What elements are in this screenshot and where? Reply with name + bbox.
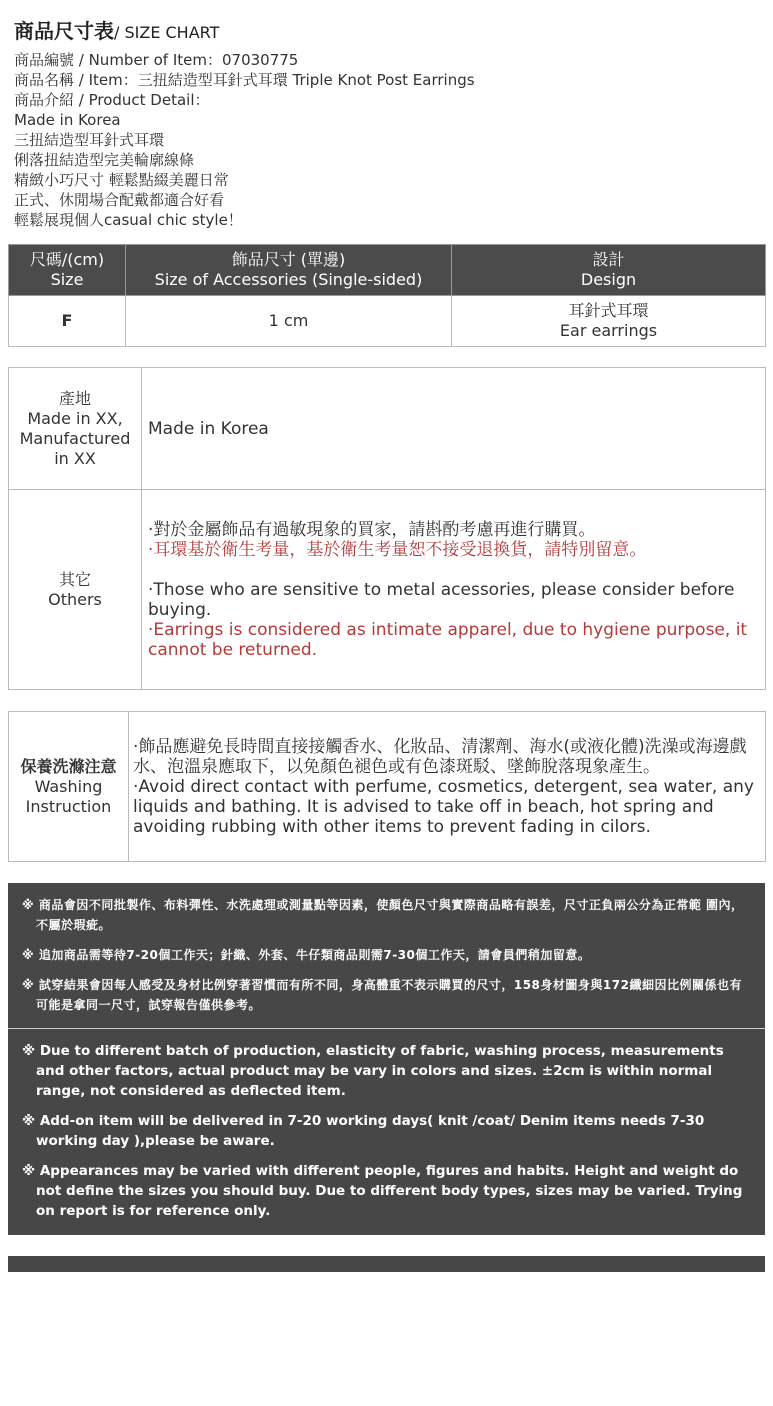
care-value — [129, 712, 766, 862]
notice-en-box — [8, 1029, 765, 1235]
header-size-en: Size — [50, 270, 84, 289]
header-accessory-size — [126, 245, 452, 296]
origin-label — [9, 368, 142, 490]
title-zh: 商品尺寸表 — [14, 19, 114, 43]
header-size-zh: 尺碼/(cm) — [29, 250, 105, 269]
cell-dimension: 1 cm — [126, 296, 452, 347]
others-value — [142, 490, 766, 690]
notice-item: ※ Add-on item will be delivered in 7-20 working days( knit /coat/ Denim items needs 7-30 working day ),please be aware. — [22, 1113, 705, 1149]
care-row — [9, 712, 766, 862]
table-row — [9, 296, 766, 347]
care-label-en: Washing Instruction — [25, 776, 112, 816]
others-label-en: Others — [48, 589, 102, 609]
care-table — [8, 711, 766, 862]
notice-item: ※ Appearances may be varied with different people, figures and habits. Height and weight do not define the sizes you should buy. Due to different body types, sizes may be varied. Trying on report is for reference only. — [22, 1163, 743, 1219]
notice-item: ※ 追加商品需等待7-20個工作天；針織、外套、牛仔類商品則需7-30個工作天，請會員們稍加留意。 — [22, 948, 591, 962]
others-label — [9, 490, 142, 690]
origin-value: Made in Korea — [142, 368, 766, 490]
notice-item: ※ 商品會因不同批製作、布料彈性、水洗處理或測量點等因素，使顏色尺寸與實際商品略有誤差，尺寸正負兩公分為正常範 圍內，不屬於瑕疵。 — [22, 898, 744, 932]
cell-size: F — [9, 296, 126, 347]
origin-label-zh: 產地 — [58, 388, 91, 408]
detail-line: 輕鬆展現個人casual chic style！ — [14, 211, 243, 229]
others-warning-zh: ·耳環基於衛生考量，基於衛生考量恕不接受退換貨，請特別留意。 — [148, 539, 647, 560]
detail-line: 正式、休閒場合配戴都適合好看 — [14, 191, 225, 209]
header-accessory-size-en: Size of Accessories (Single-sided) — [154, 270, 423, 289]
header-design — [452, 245, 766, 296]
title-en: / SIZE CHART — [114, 23, 220, 42]
bottom-bar — [8, 1256, 765, 1272]
others-note-en: ·Those who are sensitive to metal acessories, please consider before buying. — [148, 579, 735, 620]
size-table — [8, 244, 766, 347]
care-text-en: ·Avoid direct contact with perfume, cosmetics, detergent, sea water, any liquids and bathing. It is advised to take off in beach, hot spring and avoiding rubbing with other items to prevent fading in cilors. — [133, 776, 754, 837]
others-note-zh: ·對於金屬飾品有過敏現象的買家，請斟酌考慮再進行購買。 — [148, 519, 596, 540]
product-header — [14, 20, 764, 230]
others-label-zh: 其它 — [58, 569, 91, 589]
notice-item: ※ Due to different batch of production, elasticity of fabric, washing process, measurements and other factors, actual product may be vary in colors and sizes. ±2cm is within normal range, not considered as deflected item. — [22, 1043, 724, 1099]
detail-line: Made in Korea — [14, 111, 121, 129]
others-row — [9, 490, 766, 690]
care-text-zh: ·飾品應避免長時間直接接觸香水、化妝品、清潔劑、海水(或液化體)洗澡或海邊戲水、泡溫泉應取下，以免顏色褪色或有色漆斑駁、墜飾脫落現象產生。 — [133, 736, 747, 777]
detail-line: 精緻小巧尺寸 輕鬆點綴美麗日常 — [14, 171, 229, 189]
origin-label-en: Made in XX, Manufactured in XX — [19, 408, 131, 468]
header-design-zh: 設計 — [592, 250, 625, 269]
origin-row — [9, 368, 766, 490]
item-number: 商品編號 / Number of Item：07030775 — [14, 51, 299, 69]
origin-others-table — [8, 367, 766, 690]
size-table-header — [9, 245, 766, 296]
cell-design — [452, 296, 766, 347]
header-design-en: Design — [580, 270, 637, 289]
design-zh: 耳針式耳環 — [568, 301, 649, 320]
care-label-zh: 保養洗滌注意 — [20, 756, 117, 776]
others-warning-en: ·Earrings is considered as intimate apparel, due to hygiene purpose, it cannot be returned. — [148, 619, 748, 660]
design-en: Ear earrings — [559, 321, 658, 340]
product-info — [14, 50, 764, 230]
header-accessory-size-zh: 飾品尺寸 (單邊) — [231, 250, 346, 269]
detail-line: 俐落扭結造型完美輪廓線條 — [14, 151, 195, 169]
notice-zh-box — [8, 883, 765, 1028]
detail-label: 商品介紹 / Product Detail： — [14, 91, 210, 109]
page-title — [14, 20, 764, 44]
item-name: 商品名稱 / Item：三扭結造型耳針式耳環 Triple Knot Post Earrings — [14, 71, 475, 89]
header-size — [9, 245, 126, 296]
care-label — [9, 712, 129, 862]
notice-item: ※ 試穿結果會因每人感受及身材比例穿著習慣而有所不同，身高體重不表示購買的尺寸，158身材圖身與172纖細因比例關係也有可能是拿同一尺寸，試穿報告僅供參考。 — [22, 978, 742, 1012]
detail-line: 三扭結造型耳針式耳環 — [14, 131, 165, 149]
